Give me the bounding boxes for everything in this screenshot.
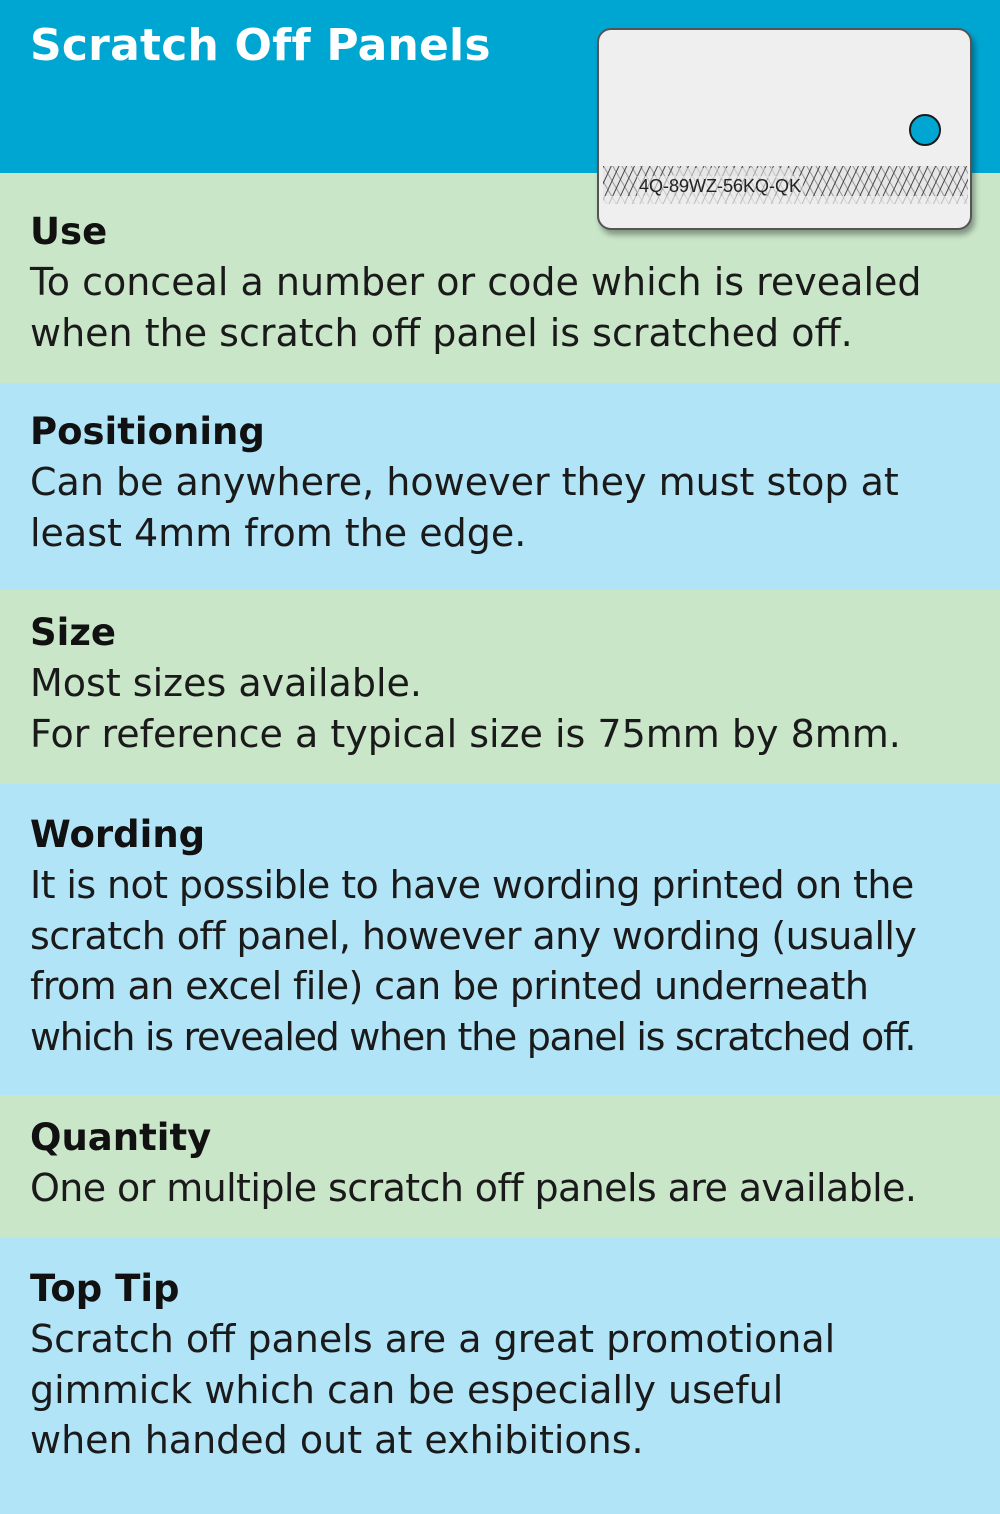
section-text-line: One or multiple scratch off panels are available. <box>30 1166 917 1210</box>
section-text-line: gimmick which can be especially useful <box>30 1367 784 1412</box>
scratch-card-icon <box>597 28 972 230</box>
section-quantity <box>0 1095 1000 1238</box>
section-heading-positioning: Positioning <box>30 410 265 453</box>
section-heading-use: Use <box>30 210 108 253</box>
section-text-line: when handed out at exhibitions. <box>30 1418 644 1462</box>
section-heading-top-tip: Top Tip <box>30 1267 180 1310</box>
section-wording <box>0 784 1000 1095</box>
section-text-line: It is not possible to have wording printed on the <box>30 863 914 907</box>
section-heading-wording: Wording <box>30 813 206 856</box>
scratch-code-text: 4Q-89WZ-56KQ-QK <box>639 176 802 196</box>
page-title: Scratch Off Panels <box>30 20 491 71</box>
section-top-tip <box>0 1238 1000 1514</box>
section-positioning <box>0 383 1000 590</box>
section-text-line: which is revealed when the panel is scratched off. <box>30 1014 916 1059</box>
section-heading-quantity: Quantity <box>30 1116 212 1159</box>
section-text-line: Can be anywhere, however they must stop at <box>30 460 899 504</box>
section-size <box>0 590 1000 784</box>
section-text-line: Most sizes available. <box>30 661 422 705</box>
section-text-line: For reference a typical size is 75mm by 8mm. <box>30 711 901 756</box>
section-heading-size: Size <box>30 611 116 654</box>
card-hole-icon <box>909 114 941 146</box>
section-text-line: scratch off panel, however any wording (usually <box>30 913 917 958</box>
section-text-line: Scratch off panels are a great promotional <box>30 1317 836 1361</box>
section-text-line: To conceal a number or code which is revealed <box>30 260 922 304</box>
section-text-line: least 4mm from the edge. <box>30 510 527 555</box>
section-text-line: when the scratch off panel is scratched off. <box>30 310 853 355</box>
section-text-line: from an excel file) can be printed underneath <box>30 964 869 1008</box>
